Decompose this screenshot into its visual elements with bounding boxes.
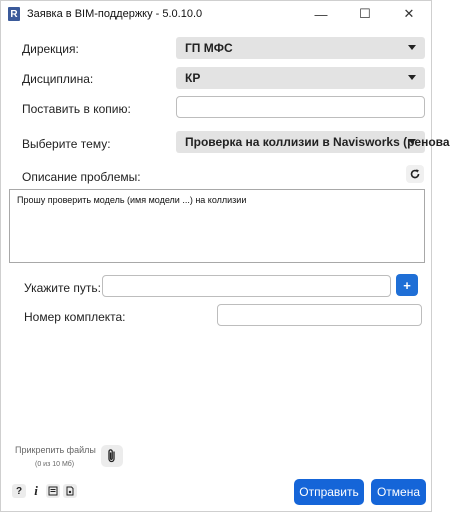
copy-to-input[interactable] (176, 96, 425, 118)
discipline-dropdown[interactable] (176, 67, 425, 89)
close-icon: ✕ (403, 6, 415, 21)
attach-size-text: (0 из 10 Мб) (35, 461, 75, 468)
description-label: Описание проблемы: (22, 170, 141, 184)
chevron-down-icon (408, 75, 416, 80)
chevron-down-icon (408, 139, 416, 144)
attach-button[interactable] (101, 445, 123, 467)
notes-button[interactable] (46, 484, 60, 498)
path-label: Укажите путь: (24, 281, 101, 295)
topic-label: Выберите тему: (22, 137, 111, 151)
paperclip-icon (106, 448, 118, 464)
submit-button[interactable]: Отправить (294, 479, 364, 505)
kit-number-input[interactable] (217, 304, 422, 326)
chevron-down-icon (408, 45, 416, 50)
title-bar (1, 1, 431, 27)
plus-icon: + (403, 277, 411, 293)
topic-value: Проверка на коллизии в Navisworks (ренова (185, 135, 450, 149)
notes-icon (48, 486, 58, 496)
info-button[interactable] (29, 484, 43, 498)
add-path-button[interactable] (396, 274, 418, 296)
help-icon: ? (15, 485, 23, 497)
refresh-icon (409, 168, 421, 180)
minimize-icon: — (314, 6, 328, 22)
path-input[interactable] (102, 275, 391, 297)
description-textarea[interactable]: Прошу проверить модель (имя модели ...) на коллизии (9, 189, 425, 263)
direction-value: ГП МФС (185, 41, 233, 55)
minimize-button[interactable] (299, 1, 343, 27)
copy-to-label: Поставить в копию: (22, 102, 131, 116)
attach-files-label: Прикрепить файлы (15, 445, 96, 455)
close-button[interactable] (387, 1, 431, 27)
help-button[interactable] (12, 484, 26, 498)
document-icon (65, 486, 75, 496)
discipline-label: Дисциплина: (22, 72, 94, 86)
document-button[interactable] (63, 484, 77, 498)
window-controls (299, 1, 431, 27)
info-icon: i (34, 483, 38, 498)
cancel-button[interactable]: Отмена (371, 479, 426, 505)
revit-app-icon: R (8, 7, 20, 21)
topic-dropdown[interactable] (176, 131, 450, 153)
kit-number-label: Номер комплекта: (24, 310, 126, 324)
direction-label: Дирекция: (22, 42, 79, 56)
window-title: Заявка в BIM-поддержку - 5.0.10.0 (27, 8, 203, 20)
direction-dropdown[interactable] (176, 37, 425, 59)
maximize-button[interactable] (343, 1, 387, 27)
maximize-icon: ☐ (359, 6, 371, 21)
discipline-value: КР (185, 71, 201, 85)
refresh-button[interactable] (406, 165, 424, 183)
